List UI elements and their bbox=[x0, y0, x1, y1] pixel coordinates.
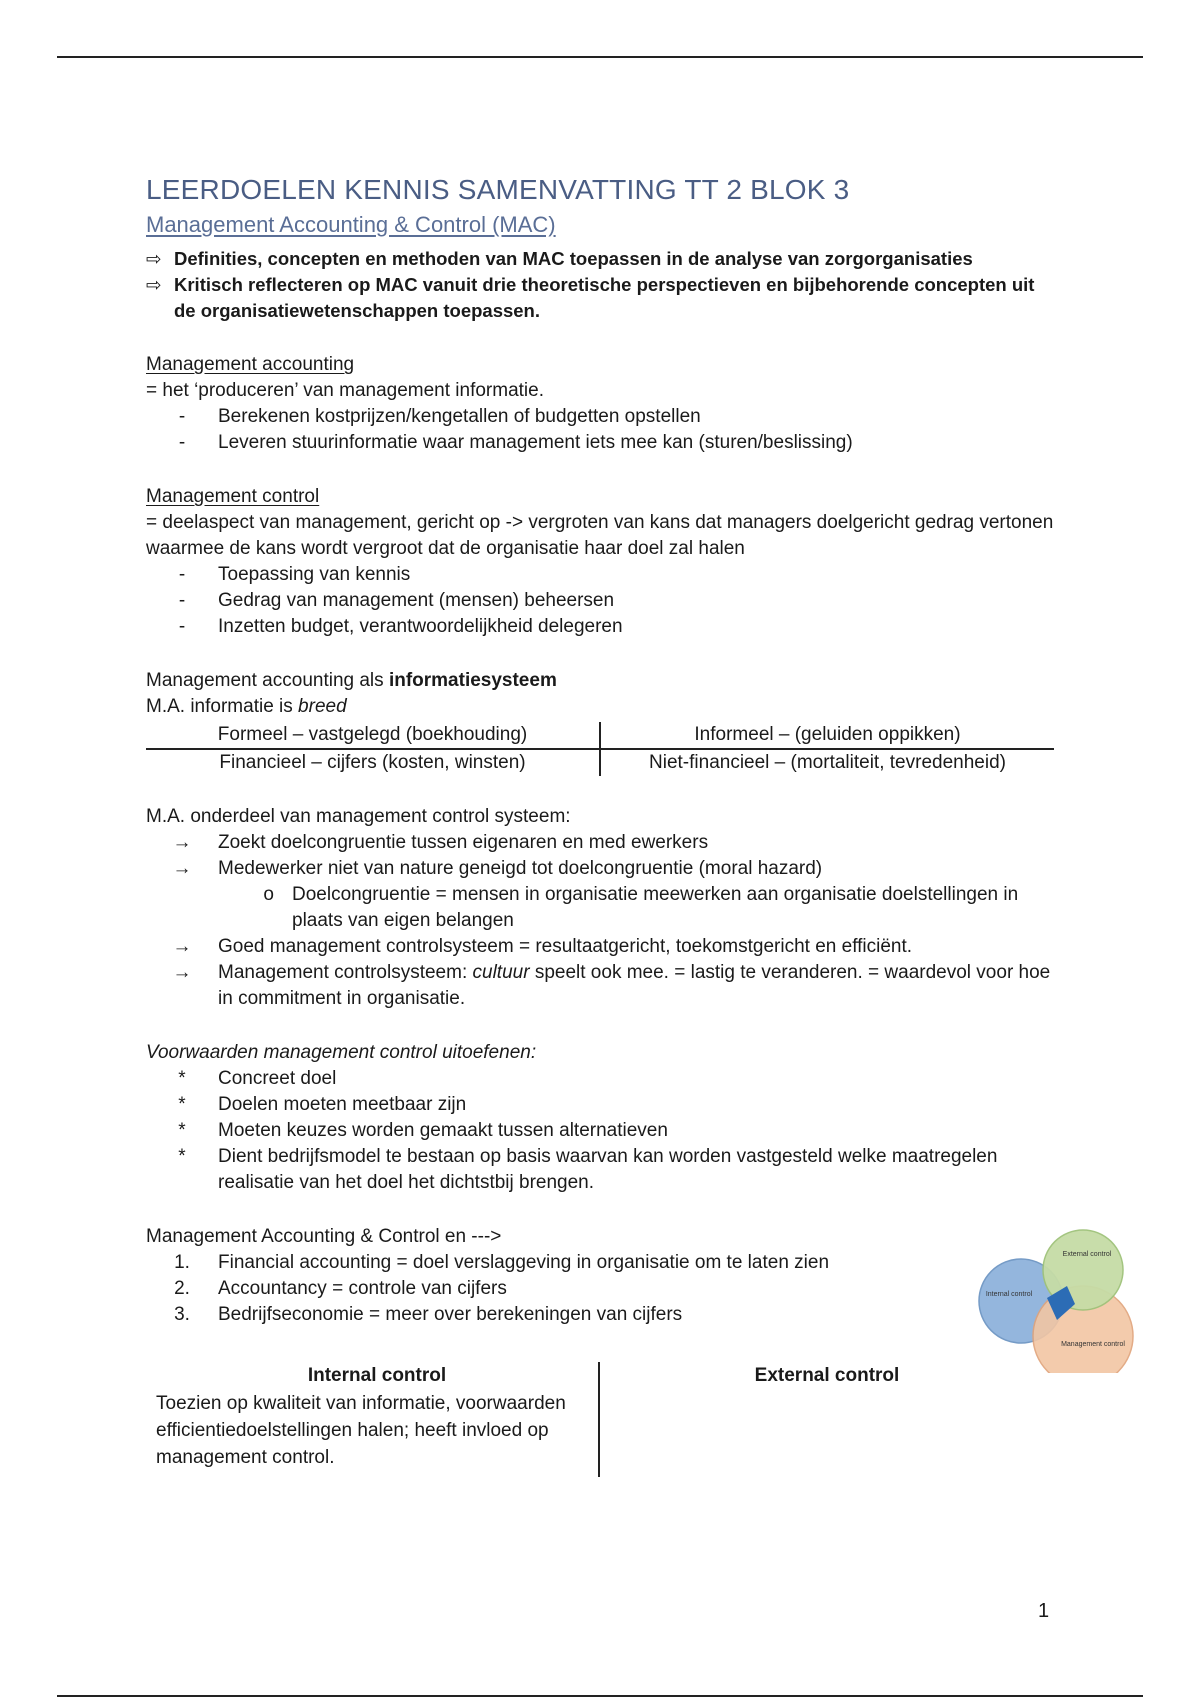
info-line: M.A. informatie is breed bbox=[146, 696, 347, 717]
list-item: * Concreet doel bbox=[146, 1066, 1056, 1092]
section-control-system bbox=[146, 804, 1056, 1012]
table-row bbox=[146, 749, 1054, 776]
list-item: - Inzetten budget, verantwoordelijkheid delegeren bbox=[146, 614, 1056, 640]
list-item: → Medewerker niet van nature geneigd tot doelcongruentie (moral hazard) bbox=[146, 856, 1056, 882]
arrow-icon: ⇨ bbox=[146, 248, 162, 269]
section-management-control bbox=[146, 484, 1056, 640]
arrow-list bbox=[146, 830, 1056, 882]
list-item: - Berekenen kostprijzen/kengetallen of budgetten opstellen bbox=[146, 404, 1056, 430]
section-heading: M.A. onderdeel van management control systeem: bbox=[146, 806, 571, 827]
section-heading: Management Accounting & Control en ---> bbox=[146, 1226, 502, 1247]
section-heading: Management accounting bbox=[146, 354, 355, 375]
bullet-list bbox=[146, 562, 1056, 640]
venn-diagram bbox=[975, 1228, 1135, 1373]
goal-text: Kritisch reflecteren op MAC vanuit drie theoretische perspectieven en bijbehorende concepten uit de organisatiewetenschappen toepassen. bbox=[174, 274, 1035, 321]
list-item: * Moeten keuzes worden gemaakt tussen alternatieven bbox=[146, 1118, 1056, 1144]
section-related-fields bbox=[146, 1224, 1056, 1328]
external-control-heading: External control bbox=[754, 1365, 900, 1386]
goal-item bbox=[146, 246, 1056, 272]
list-item: 3. Bedrijfseconomie = meer over berekeningen van cijfers bbox=[146, 1302, 1056, 1328]
list-item: - Gedrag van management (mensen) beheersen bbox=[146, 588, 1056, 614]
page-number: 1 bbox=[1038, 1600, 1050, 1622]
internal-control-column bbox=[146, 1362, 600, 1477]
section-heading: Management control bbox=[146, 486, 320, 507]
number-marker: 1. bbox=[174, 1252, 190, 1273]
definition: = deelaspect van management, gericht op -> vergroten van kans dat managers doelgericht gedrag vertonen waarmee de kans wordt vergroot dat de organisatie haar doel zal halen bbox=[146, 512, 1054, 559]
page-title: LEERDOELEN KENNIS SAMENVATTING TT 2 BLOK 3 bbox=[146, 174, 850, 205]
table-cell: Informeel – (geluiden oppikken) bbox=[600, 722, 1054, 749]
list-item: 2. Accountancy = controle van cijfers bbox=[146, 1276, 1056, 1302]
star-marker: * bbox=[178, 1094, 186, 1115]
dash-marker: - bbox=[178, 590, 186, 611]
star-marker: * bbox=[178, 1068, 186, 1089]
dash-marker: - bbox=[178, 432, 186, 453]
page-subtitle: Management Accounting & Control (MAC) bbox=[146, 212, 556, 237]
goal-item bbox=[146, 272, 1056, 324]
circle-marker: o bbox=[263, 884, 274, 905]
learning-goals bbox=[146, 246, 1056, 324]
venn-label-internal: Internal control bbox=[985, 1291, 1033, 1298]
external-control-column bbox=[600, 1362, 1054, 1477]
right-arrow-icon: → bbox=[172, 832, 192, 853]
arrow-icon: ⇨ bbox=[146, 274, 162, 295]
dash-marker: - bbox=[178, 564, 186, 585]
venn-label-management: Management control bbox=[1061, 1341, 1125, 1348]
number-marker: 3. bbox=[174, 1304, 190, 1325]
right-arrow-icon: → bbox=[172, 936, 192, 957]
definition: = het ‘produceren’ van management informatie. bbox=[146, 380, 544, 401]
list-item: o Doelcongruentie = mensen in organisatie meewerken aan organisatie doelstellingen in plaats van eigen belangen bbox=[146, 882, 1056, 934]
list-item: → Goed management controlsysteem = resultaatgericht, toekomstgericht en efficiënt. bbox=[146, 934, 1056, 960]
table-cell: Financieel – cijfers (kosten, winsten) bbox=[146, 749, 600, 776]
section-heading: Voorwaarden management control uitoefenen: bbox=[146, 1042, 537, 1063]
list-item: - Leveren stuurinformatie waar management iets mee kan (sturen/beslissing) bbox=[146, 430, 1056, 456]
table-row bbox=[146, 722, 1054, 749]
right-arrow-icon: → bbox=[172, 962, 192, 983]
list-item: - Toepassing van kennis bbox=[146, 562, 1056, 588]
section-heading: Management accounting als informatiesysteem bbox=[146, 670, 557, 691]
numbered-list bbox=[146, 1250, 1056, 1328]
right-arrow-icon: → bbox=[172, 858, 192, 879]
table-cell: Formeel – vastgelegd (boekhouding) bbox=[146, 722, 600, 749]
document-body bbox=[146, 170, 1056, 1477]
list-item: → Management controlsysteem: cultuur speelt ook mee. = lastig te veranderen. = waardevol voor hoe in commitment in organisatie. bbox=[146, 960, 1056, 1012]
dash-marker: - bbox=[178, 616, 186, 637]
goal-text: Definities, concepten en methoden van MAC toepassen in de analyse van zorgorganisaties bbox=[174, 248, 973, 269]
star-marker: * bbox=[178, 1146, 186, 1167]
list-item: * Doelen moeten meetbaar zijn bbox=[146, 1092, 1056, 1118]
dash-marker: - bbox=[178, 406, 186, 427]
bottom-rule bbox=[57, 1695, 1143, 1697]
section-conditions bbox=[146, 1040, 1056, 1196]
venn-label-external: External control bbox=[1062, 1251, 1112, 1258]
information-table bbox=[146, 722, 1054, 776]
section-management-accounting bbox=[146, 352, 1056, 456]
number-marker: 2. bbox=[174, 1278, 190, 1299]
controls-table bbox=[146, 1362, 1054, 1477]
star-marker: * bbox=[178, 1120, 186, 1141]
list-item: * Dient bedrijfsmodel te bestaan op basis waarvan kan worden vastgesteld welke maatregelen realisatie van het doel het dichtstbij brengen. bbox=[146, 1144, 1056, 1196]
table-cell: Niet-financieel – (mortaliteit, tevredenheid) bbox=[649, 752, 1006, 773]
list-item: 1. Financial accounting = doel verslaggeving in organisatie om te laten zien bbox=[146, 1250, 1056, 1276]
internal-control-heading: Internal control bbox=[307, 1365, 447, 1386]
internal-control-text: Toezien op kwaliteit van informatie, voorwaarden efficientiedoelstellingen halen; heeft invloed op management control. bbox=[156, 1393, 566, 1468]
sub-list bbox=[146, 882, 1056, 934]
arrow-list bbox=[146, 934, 1056, 1012]
section-information-system bbox=[146, 668, 1056, 776]
star-list bbox=[146, 1066, 1056, 1196]
list-item: → Zoekt doelcongruentie tussen eigenaren en med ewerkers bbox=[146, 830, 1056, 856]
top-rule bbox=[57, 56, 1143, 58]
bullet-list bbox=[146, 404, 1056, 456]
